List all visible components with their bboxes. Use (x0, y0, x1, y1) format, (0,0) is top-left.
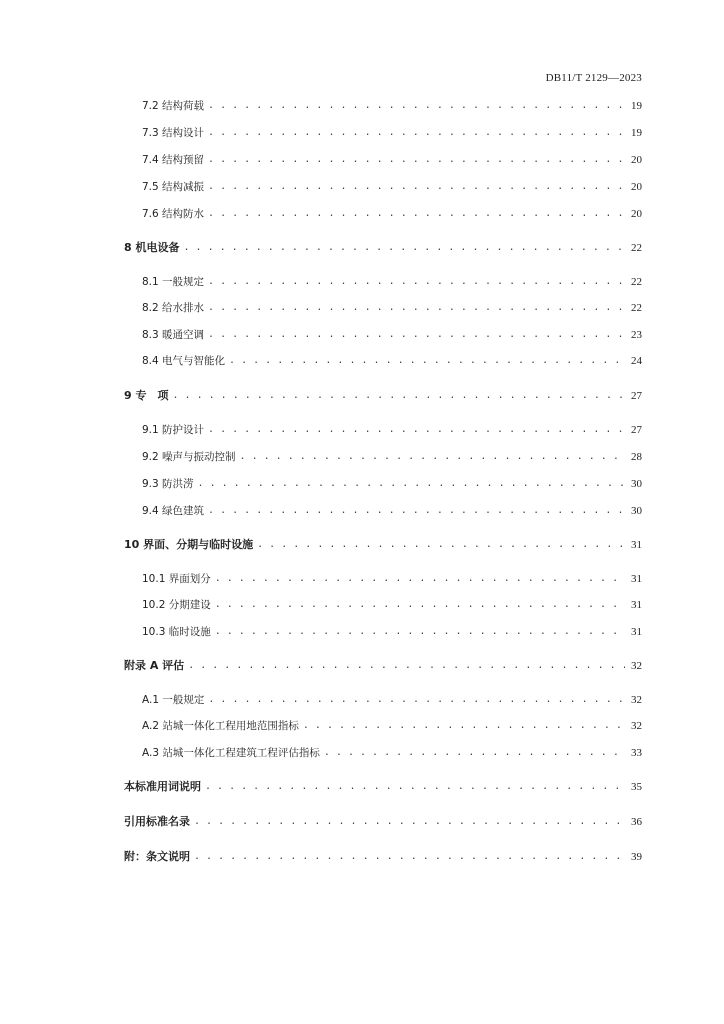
toc-entry-label: 引用标准名录 (124, 815, 190, 828)
toc-section-entry[interactable] (0, 300, 724, 316)
toc-page-number: 36 (631, 816, 642, 828)
toc-dot-leader (208, 98, 625, 114)
toc-section-entry[interactable] (0, 206, 724, 222)
toc-entry-label: A.3 站城一体化工程建筑工程评估指标 (142, 747, 320, 759)
toc-entry-label: 10 界面、分期与临时设施 (124, 538, 254, 551)
toc-dot-leader (208, 206, 625, 222)
toc-section-entry[interactable] (0, 274, 724, 290)
toc-dot-leader (215, 571, 625, 587)
toc-dot-leader (172, 388, 625, 404)
toc-chapter-entry[interactable] (0, 779, 724, 795)
toc-section-entry[interactable] (0, 476, 724, 492)
toc-section-entry[interactable] (0, 718, 724, 734)
toc-dot-leader (208, 300, 625, 316)
toc-page-number: 20 (631, 154, 642, 166)
toc-entry-label: 7.3 结构设计 (142, 127, 205, 139)
toc-section-entry[interactable] (0, 422, 724, 438)
toc-page-number: 22 (631, 242, 642, 254)
toc-dot-leader (208, 422, 625, 438)
toc-entry-label: 7.5 结构减振 (142, 181, 205, 193)
toc-entry-label: 10.3 临时设施 (142, 626, 211, 638)
toc-dot-leader (229, 353, 625, 369)
toc-entry-label: 9.4 绿色建筑 (142, 505, 205, 517)
document-code: DB11/T 2129—2023 (545, 72, 642, 84)
toc-dot-leader (198, 476, 625, 492)
toc-page-number: 32 (631, 720, 642, 732)
toc-entry-label: A.2 站城一体化工程用地范围指标 (142, 720, 299, 732)
toc-entry-label: A.1 一般规定 (142, 694, 205, 706)
toc-entry-label: 9.1 防护设计 (142, 424, 205, 436)
toc-page-number: 20 (631, 208, 642, 220)
toc-section-entry[interactable] (0, 327, 724, 343)
toc-page-number: 27 (631, 390, 642, 402)
toc-entry-label: 9.2 噪声与振动控制 (142, 451, 236, 463)
toc-page-number: 27 (631, 424, 642, 436)
toc-dot-leader (188, 658, 625, 674)
toc-dot-leader (194, 849, 625, 865)
toc-section-entry[interactable] (0, 125, 724, 141)
toc-section-entry[interactable] (0, 503, 724, 519)
toc-entry-label: 8 机电设备 (124, 241, 180, 254)
toc-page-number: 32 (631, 660, 642, 672)
toc-chapter-entry[interactable] (0, 658, 724, 674)
toc-section-entry[interactable] (0, 624, 724, 640)
toc-chapter-entry[interactable] (0, 388, 724, 404)
toc-page-number: 19 (631, 127, 642, 139)
toc-dot-leader (240, 449, 625, 465)
toc-dot-leader (208, 179, 625, 195)
toc-page-number: 22 (631, 276, 642, 288)
toc-entry-label: 8.1 一般规定 (142, 276, 205, 288)
toc-dot-leader (194, 814, 625, 830)
toc-entry-label: 8.3 暖通空调 (142, 329, 205, 341)
toc-page-number: 31 (631, 599, 642, 611)
toc-page-number: 22 (631, 302, 642, 314)
toc-dot-leader (205, 779, 625, 795)
toc-entry-label: 10.1 界面划分 (142, 573, 211, 585)
toc-entry-label: 8.4 电气与智能化 (142, 355, 226, 367)
toc-section-entry[interactable] (0, 692, 724, 708)
toc-page-number: 23 (631, 329, 642, 341)
toc-section-entry[interactable] (0, 449, 724, 465)
toc-entry-label: 9 专 项 (124, 389, 169, 402)
toc-dot-leader (208, 125, 625, 141)
toc-chapter-entry[interactable] (0, 814, 724, 830)
toc-entry-label: 7.6 结构防水 (142, 208, 205, 220)
toc-page-number: 31 (631, 539, 642, 551)
toc-page-number: 31 (631, 626, 642, 638)
toc-entry-label: 7.2 结构荷载 (142, 100, 205, 112)
toc-page-number: 19 (631, 100, 642, 112)
toc-page-number: 20 (631, 181, 642, 193)
toc-page-number: 30 (631, 505, 642, 517)
toc-dot-leader (208, 692, 625, 708)
toc-dot-leader (208, 152, 625, 168)
toc-chapter-entry[interactable] (0, 537, 724, 553)
toc-dot-leader (208, 327, 625, 343)
toc-entry-label: 8.2 给水排水 (142, 302, 205, 314)
toc-section-entry[interactable] (0, 571, 724, 587)
toc-dot-leader (208, 503, 625, 519)
toc-page-number: 39 (631, 851, 642, 863)
toc-section-entry[interactable] (0, 597, 724, 613)
toc-entry-label: 附录 A 评估 (124, 659, 185, 672)
toc-section-entry[interactable] (0, 179, 724, 195)
toc-page-number: 32 (631, 694, 642, 706)
toc-dot-leader (215, 624, 625, 640)
toc-entry-label: 本标准用词说明 (124, 780, 201, 793)
toc-section-entry[interactable] (0, 353, 724, 369)
toc-entry-label: 附：条文说明 (124, 850, 190, 863)
toc-dot-leader (303, 718, 625, 734)
toc-entry-label: 10.2 分期建设 (142, 599, 211, 611)
toc-page-number: 33 (631, 747, 642, 759)
toc-entry-label: 9.3 防洪涝 (142, 478, 194, 490)
toc-chapter-entry[interactable] (0, 849, 724, 865)
toc-page-number: 30 (631, 478, 642, 490)
toc-dot-leader (324, 745, 625, 761)
toc-page-number: 35 (631, 781, 642, 793)
toc-dot-leader (215, 597, 625, 613)
toc-section-entry[interactable] (0, 745, 724, 761)
toc-dot-leader (257, 537, 625, 553)
toc-section-entry[interactable] (0, 98, 724, 114)
toc-page-number: 24 (631, 355, 642, 367)
toc-page-number: 28 (631, 451, 642, 463)
toc-section-entry[interactable] (0, 152, 724, 168)
toc-dot-leader (183, 240, 625, 256)
toc-page-number: 31 (631, 573, 642, 585)
toc-dot-leader (208, 274, 625, 290)
toc-chapter-entry[interactable] (0, 240, 724, 256)
toc-entry-label: 7.4 结构预留 (142, 154, 205, 166)
